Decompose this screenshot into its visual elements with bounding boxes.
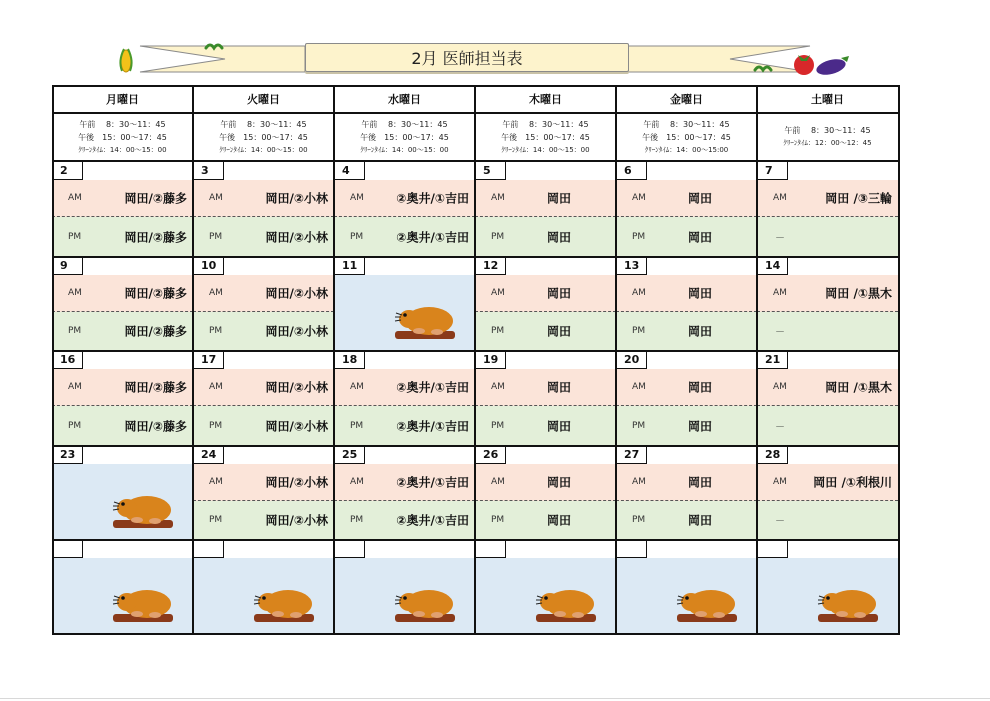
corn-icon: [116, 45, 136, 77]
pm-label: PM: [68, 420, 82, 431]
weekday-header: 木曜日: [475, 85, 616, 114]
am-label: AM: [350, 382, 364, 393]
tomato-icon: [792, 50, 816, 76]
pm-label: PM: [491, 326, 505, 337]
date-number: 21: [757, 351, 788, 369]
afternoon-hours: 午後 15：00〜17：45: [360, 132, 449, 142]
pm-doctor: 岡田/②藤多: [124, 324, 187, 339]
am-label: AM: [350, 476, 364, 487]
eggplant-icon: [815, 54, 851, 76]
pm-doctor: 岡田/②藤多: [124, 230, 187, 244]
pm-label: PM: [632, 515, 646, 526]
am-doctor: 岡田/②小林: [265, 475, 328, 490]
am-doctor: ②奥井/①吉田: [396, 380, 469, 395]
column-divider: [333, 85, 335, 635]
date-number: 12: [475, 257, 506, 275]
date-number: 3: [193, 162, 224, 180]
am-doctor: 岡田 /①黒木: [825, 286, 892, 301]
morning-hours: 午前 8：30〜11：45: [220, 119, 307, 129]
column-divider: [615, 85, 617, 635]
weekday-header: 火曜日: [193, 85, 334, 114]
column-divider: [474, 85, 476, 635]
date-number: 20: [616, 351, 647, 369]
am-label: AM: [632, 287, 646, 298]
am-label: AM: [209, 382, 223, 393]
pm-label: PM: [491, 420, 505, 431]
morning-hours: 午前 8：30〜11：45: [502, 119, 589, 129]
pm-label: PM: [632, 420, 646, 431]
am-doctor: 岡田: [688, 475, 713, 490]
am-doctor: 岡田: [688, 191, 713, 206]
pm-doctor: ②奥井/①吉田: [396, 419, 469, 434]
pm-label: PM: [209, 420, 223, 431]
pm-label: PM: [209, 326, 223, 337]
am-label: AM: [773, 382, 787, 393]
pm-doctor: 岡田: [688, 513, 713, 528]
date-number: 27: [616, 446, 647, 464]
pm-doctor: 岡田/②藤多: [124, 419, 187, 434]
am-label: AM: [632, 193, 646, 203]
clean-time: ｸﾘｰﾝﾀｲﾑ：12：00〜12：45: [783, 139, 872, 147]
am-label: AM: [491, 287, 505, 298]
week-divider: [52, 445, 900, 447]
am-label: AM: [68, 193, 82, 203]
week-divider: [52, 350, 900, 352]
date-number: 11: [334, 257, 365, 275]
am-doctor: 岡田/②小林: [265, 191, 328, 206]
am-doctor: 岡田/②小林: [265, 380, 328, 395]
morning-hours: 午前 8：30〜11：45: [643, 119, 730, 129]
clean-time: ｸﾘｰﾝﾀｲﾑ：14：00〜15:00: [644, 145, 729, 154]
pm-doctor: 岡田/②小林: [265, 513, 328, 528]
date-number: 25: [334, 446, 365, 464]
am-label: AM: [632, 476, 646, 487]
am-label: AM: [68, 382, 82, 393]
date-number: 19: [475, 351, 506, 369]
date-number: 9: [52, 257, 83, 275]
afternoon-hours: 午後 15：00〜17：45: [501, 132, 590, 142]
week-divider: [52, 539, 900, 541]
page-divider: [0, 698, 990, 699]
pm-doctor: 岡田/②小林: [265, 419, 328, 434]
am-doctor: 岡田/②藤多: [124, 191, 187, 206]
am-doctor: ②奥井/①吉田: [396, 475, 469, 490]
am-label: AM: [68, 287, 82, 298]
pm-label: PM: [491, 231, 505, 242]
pm-label: PM: [350, 515, 364, 526]
am-doctor: 岡田: [688, 380, 713, 395]
date-number: 24: [193, 446, 224, 464]
pm-label: PM: [68, 326, 82, 337]
date-number: 28: [757, 446, 788, 464]
pm-doctor: 岡田: [688, 324, 713, 339]
am-label: AM: [773, 476, 787, 487]
clean-time: ｸﾘｰﾝﾀｲﾑ：14：00〜15：00: [78, 145, 167, 154]
morning-hours: 午前 8：30〜11：45: [361, 119, 448, 129]
no-clinic-mark: －: [775, 516, 785, 528]
weekday-header: 月曜日: [52, 85, 193, 114]
pm-doctor: 岡田: [688, 230, 713, 244]
date-number: 6: [616, 162, 647, 180]
weekday-header: 金曜日: [616, 85, 757, 114]
date-number: 14: [757, 257, 788, 275]
am-doctor: 岡田 /①黒木: [825, 380, 892, 395]
pm-doctor: 岡田: [688, 419, 713, 434]
am-doctor: 岡田: [547, 191, 572, 206]
date-number: 23: [52, 446, 83, 464]
pm-label: PM: [491, 515, 505, 526]
date-number: 2: [52, 162, 83, 180]
weekday-header: 水曜日: [334, 85, 475, 114]
table-border: [52, 85, 900, 635]
date-number: 18: [334, 351, 365, 369]
am-doctor: 岡田 /①利根川: [813, 475, 892, 490]
pm-doctor: ②奥井/①吉田: [396, 230, 469, 244]
doctor-schedule-table: [52, 85, 900, 635]
weekday-header: 土曜日: [757, 85, 898, 114]
pm-doctor: 岡田: [547, 419, 572, 434]
no-clinic-mark: －: [775, 422, 785, 434]
am-label: AM: [209, 476, 223, 487]
pm-label: PM: [632, 231, 646, 242]
morning-hours: 午前 8：30〜11：45: [784, 126, 871, 135]
date-number: 10: [193, 257, 224, 275]
pm-label: PM: [350, 231, 364, 242]
pm-label: PM: [632, 326, 646, 337]
am-doctor: 岡田: [547, 286, 572, 301]
am-doctor: 岡田: [688, 286, 713, 301]
week-divider: [52, 256, 900, 258]
no-clinic-mark: －: [775, 327, 785, 339]
pm-label: PM: [209, 515, 223, 526]
am-label: AM: [491, 193, 505, 203]
afternoon-hours: 午後 15：00〜17：45: [219, 132, 308, 142]
pm-doctor: 岡田/②小林: [265, 324, 328, 339]
am-doctor: 岡田/②藤多: [124, 286, 187, 301]
pm-doctor: ②奥井/①吉田: [396, 513, 469, 528]
am-doctor: 岡田: [547, 380, 572, 395]
morning-hours: 午前 8：30〜11：45: [79, 119, 166, 129]
am-label: AM: [491, 476, 505, 487]
date-number: 17: [193, 351, 224, 369]
date-number: 13: [616, 257, 647, 275]
pm-label: PM: [209, 231, 223, 242]
date-number: 16: [52, 351, 83, 369]
pm-doctor: 岡田: [547, 324, 572, 339]
am-doctor: 岡田 /③三輪: [825, 191, 892, 206]
pm-label: PM: [350, 420, 364, 431]
column-divider: [756, 85, 758, 635]
pm-doctor: 岡田: [547, 230, 572, 244]
no-clinic-mark: －: [775, 233, 785, 244]
am-label: AM: [773, 287, 787, 298]
clean-time: ｸﾘｰﾝﾀｲﾑ：14：00〜15：00: [360, 145, 449, 154]
am-label: AM: [209, 287, 223, 298]
am-doctor: 岡田: [547, 475, 572, 490]
date-number: 4: [334, 162, 365, 180]
date-number: 26: [475, 446, 506, 464]
am-label: AM: [350, 193, 364, 203]
pm-label: PM: [68, 231, 82, 242]
am-label: AM: [209, 193, 223, 203]
pm-doctor: 岡田: [547, 513, 572, 528]
page-title: 2月 医師担当表: [305, 43, 629, 72]
am-doctor: 岡田/②小林: [265, 286, 328, 301]
am-doctor: ②奥井/①吉田: [396, 191, 469, 206]
column-divider: [192, 85, 194, 635]
afternoon-hours: 午後 15：00〜17：45: [78, 132, 167, 142]
clean-time: ｸﾘｰﾝﾀｲﾑ：14：00〜15：00: [219, 145, 308, 154]
am-label: AM: [632, 382, 646, 393]
date-number: 7: [757, 162, 788, 180]
pm-doctor: 岡田/②小林: [265, 230, 328, 244]
afternoon-hours: 午後 15：00〜17：45: [642, 132, 731, 142]
clean-time: ｸﾘｰﾝﾀｲﾑ：14：00〜15：00: [501, 145, 590, 154]
am-label: AM: [773, 193, 787, 203]
am-doctor: 岡田/②藤多: [124, 380, 187, 395]
date-number: 5: [475, 162, 506, 180]
am-label: AM: [491, 382, 505, 393]
